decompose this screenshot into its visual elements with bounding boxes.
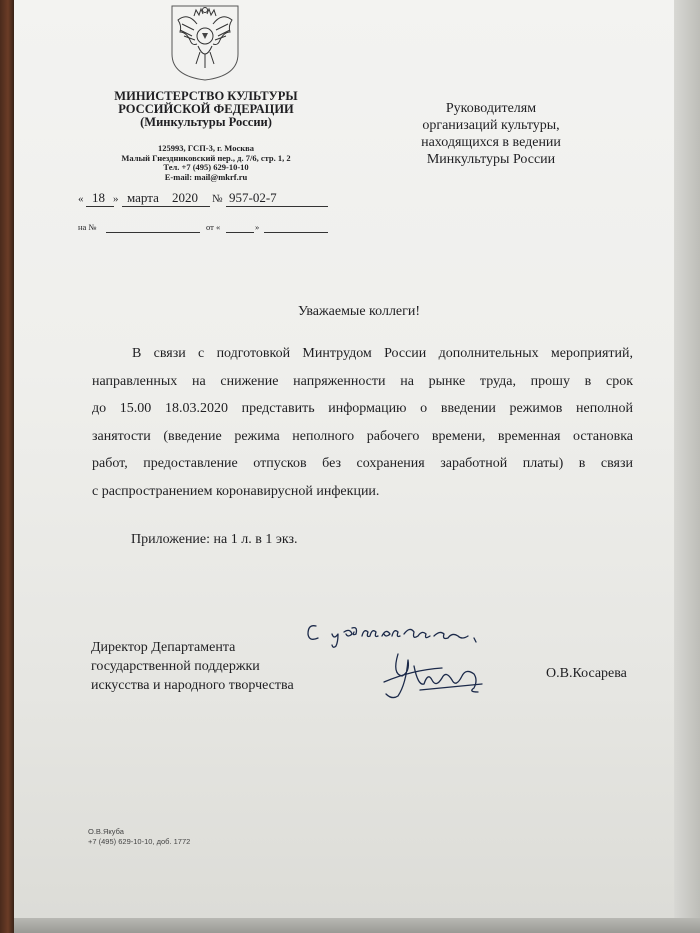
date-close-quote: » xyxy=(113,193,119,205)
signatory-title-line: государственной поддержки xyxy=(91,659,260,674)
number-underline xyxy=(226,206,328,207)
background-edge xyxy=(674,0,700,933)
address-line: E-mail: mail@mkrf.ru xyxy=(164,171,248,182)
ref-from-label: от « xyxy=(206,222,221,232)
ref-day-underline xyxy=(226,232,254,233)
date-month: марта xyxy=(127,190,159,205)
signatory-title xyxy=(91,638,294,695)
body-line: направленных на снижение напряженности на рынке труда, прошу в срок xyxy=(92,373,633,389)
executor-info xyxy=(88,827,190,847)
background-bottom xyxy=(14,918,700,933)
letter-body xyxy=(92,340,633,505)
date-open-quote: « xyxy=(78,193,84,205)
body-line: с распространением коронавирусной инфекции. xyxy=(92,483,380,499)
document-number: 957-02-7 xyxy=(229,190,277,205)
signatory-name: О.В.Косарева xyxy=(546,666,627,681)
executor-name: О.В.Якуба xyxy=(88,827,124,836)
ref-number-underline xyxy=(106,232,200,233)
recipient-line: организаций культуры, xyxy=(422,118,560,133)
reference-line xyxy=(78,220,338,236)
body-line: В связи с подготовкой Минтрудом России дополнительных мероприятий, xyxy=(132,346,633,361)
address-line: Малый Гнездниковский пер., д. 7/6, стр. 1, 2 xyxy=(121,152,291,163)
month-underline xyxy=(122,206,210,207)
ref-date-underline xyxy=(264,232,328,233)
attachment-note: Приложение: на 1 л. в 1 экз. xyxy=(131,532,298,547)
signatory-title-line: Директор Департамента xyxy=(91,640,236,655)
coat-of-arms-emblem xyxy=(168,2,242,82)
executor-phone: +7 (495) 629-10-10, доб. 1772 xyxy=(88,837,191,846)
ministry-line: РОССИЙСКОЙ ФЕДЕРАЦИИ xyxy=(118,102,294,116)
ref-quote-close: » xyxy=(255,222,260,232)
handwritten-signature xyxy=(302,614,502,714)
salutation: Уважаемые коллеги! xyxy=(298,304,421,319)
recipient-block xyxy=(402,100,580,168)
recipient-line: находящихся в ведении xyxy=(421,135,561,150)
day-underline xyxy=(86,206,114,207)
recipient-line: Минкультуры России xyxy=(426,152,556,167)
ministry-name xyxy=(72,90,340,129)
recipient-line: Руководителям xyxy=(445,101,537,116)
ref-number-label: на № xyxy=(78,222,97,232)
address-line: 125993, ГСП-3, г. Москва xyxy=(158,143,254,153)
ministry-address xyxy=(72,144,340,182)
ministry-line: (Минкультуры России) xyxy=(140,115,272,129)
signatory-title-line: искусства и народного творчества xyxy=(91,678,294,693)
body-line: работ, предоставление отпусков без сохранения заработной платы) в связи xyxy=(92,456,633,471)
body-line: занятости (введение режима неполного рабочего времени, временная остановка xyxy=(92,428,633,444)
number-sign: № xyxy=(212,193,223,205)
date-year: 2020 xyxy=(172,190,198,205)
address-line: Тел. +7 (495) 629-10-10 xyxy=(163,162,249,172)
ministry-line: МИНИСТЕРСТВО КУЛЬТУРЫ xyxy=(114,89,298,103)
date-day: 18 xyxy=(92,190,105,205)
registration-line xyxy=(78,190,338,212)
body-line: до 15.00 18.03.2020 представить информацию о введении режимов неполной xyxy=(92,401,633,416)
